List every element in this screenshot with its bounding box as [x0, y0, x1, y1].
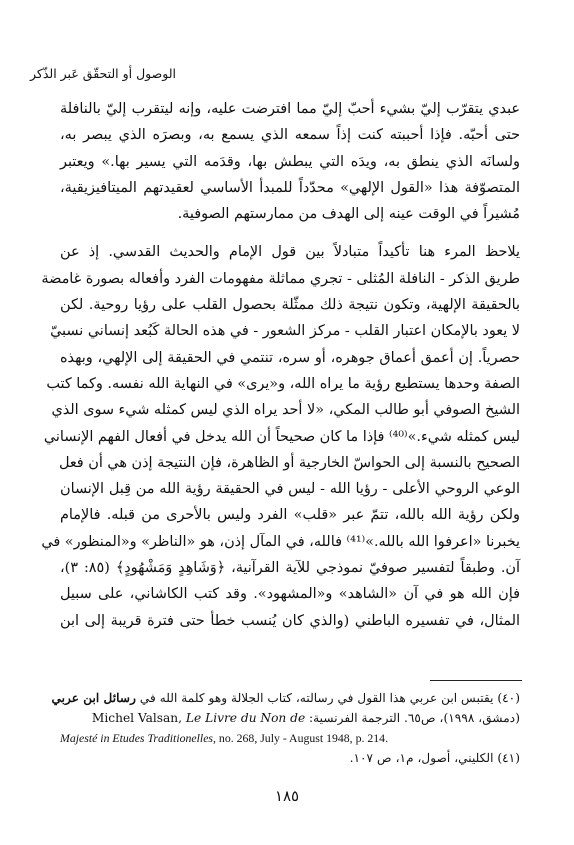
text-line: بالحقيقة الإلهية، وتكون نتيجة ذلك ممثّلة بحصول القلب على رؤيا روحية. لكن	[60, 297, 520, 314]
text-line: ليس كمثله شيء.»⁽⁴⁰⁾ فإذا ما كان صحيحاً أن الله يدخل في أفعال الفهم الإنساني	[43, 428, 520, 445]
paragraph-1	[60, 96, 520, 227]
text-line: الصحيح بالنسبة إلى الحواسّ الخارجية أو الظاهرة، فإن النتيجة إذن هي أن فعل	[58, 454, 520, 471]
text-line: ولكن رؤية الله بالله، تتمّ عبر «قلب» الفرد وليس بالأحرى من قبله. فالإمام	[60, 507, 520, 524]
footnote-40-issue: no. 268, July - August 1948, p. 214.	[218, 731, 389, 745]
text-line: حتى أحبّه. فإذا أحببته كنت إذاً سمعه الذي يسمع به، وبصرَه الذي يبصر به،	[60, 127, 520, 144]
text-line: عبدي يتقرّب إليّ بشيء أحبّ إليّ مما افترضت عليه، وإنه ليتقرب إليّ بالنافلة	[60, 101, 520, 117]
text-line: لا يعود بالإمكان اعتبار القلب - مركز الشعور - في هذه الحالة كَبُعد إنساني نسبيّ	[50, 323, 520, 340]
footnote-40-title-continued: Majesté in Etudes Traditionelles,	[60, 731, 216, 745]
text-line: حصرياً. إن أعمق أعماق جوهره، أو سره، تنتمي في الحقيقة إلى الإلهي، وبهذه	[60, 349, 520, 366]
text-line: طريق الذكر - النافلة المُثلى - تجري مماثلة مفهومات الفرد وأفعاله بصورة غامضة	[41, 270, 520, 287]
body-text	[41, 96, 520, 634]
footnotes	[51, 688, 520, 768]
text-line: الوعي الروحي الأعلى - رؤيا الله - ليس في الحقيقة رؤية الله من قِبل الإنسان	[60, 481, 520, 498]
footnote-41: (٤١) الكليني، أصول، م١، ص ١٠٧.	[349, 751, 520, 765]
text-line: الشيخ الصوفي أبو طالب المكي، «لا أحد يراه الذي ليس كمثله شيء سوى الذي	[51, 402, 520, 419]
footnote-40-line-3	[60, 728, 520, 748]
footnote-40-book-title: رسائل ابن عربي	[51, 691, 136, 705]
paragraph-gap	[60, 227, 520, 239]
footnote-divider	[430, 680, 522, 681]
text-line: يخبرنا «اعرفوا الله بالله.»⁽⁴¹⁾ فالله، في المآل إذن، هو «الناظر» و«المنظور» في	[41, 533, 520, 550]
footnote-40-line-2	[60, 708, 520, 728]
footnote-40-author: Michel Valsan,	[91, 711, 183, 725]
text-line: الصفة وحدها يستطيع رؤية ما يراه الله، و«يرى» في النهاية الله نفسه. وكما كتب	[46, 375, 520, 392]
text-line: المثال، في تفسيره الباطني (والذي كان يُنسب خطأ حتى فترة قريبة إلى ابن	[60, 612, 520, 629]
text-line: المتصوّفة هذا «القول الإلهي» محدّداً للمبدأ الأساسي لعقيدتهم الميتافيزيقية،	[60, 179, 520, 196]
text-line: فإن الله هو في آن «الشاهد» و«المشهود». وقد كتب الكاشاني، على سبيل	[60, 586, 520, 603]
footnote-40-french-ref	[92, 711, 305, 725]
footnote-40-title: Le Livre du Non de	[185, 711, 306, 725]
text-line: آن. وطبقاً لتفسير صوفيّ نموذجي للآية القرآنية، ﴿وَشَاهِدٍ وَمَشْهُودٍ﴾ (٨٥: ٣)،	[60, 560, 520, 577]
running-header: الوصول أو التحقّق عَبر الذّكر	[30, 66, 176, 81]
footnote-40-line-1: (٤٠) يقتبس ابن عربي هذا القول في رسالته، كتاب الجلالة وهو كلمة الله في رسائل ابن عربي	[51, 691, 520, 705]
text-line: يلاحظ المرء هنا تأكيداً متبادلاً بين قول الإمام والحديث القدسي. إذ عن	[60, 244, 520, 261]
page-number: ١٨٥	[274, 787, 300, 805]
footnote-40-arabic-ref: (دمشق، ١٩٩٨)، ص٦٥. الترجمة الفرنسية:	[309, 711, 520, 725]
text-line: مُشيراً في الوقت عينه إلى الهدف من ممارستهم الصوفية.	[177, 206, 520, 223]
text-line: ولسانَه الذي ينطق به، ويدَه التي يبطش بها، وقدَمه التي يسير بها.» ويعتبر	[60, 153, 520, 170]
paragraph-2	[41, 239, 520, 633]
